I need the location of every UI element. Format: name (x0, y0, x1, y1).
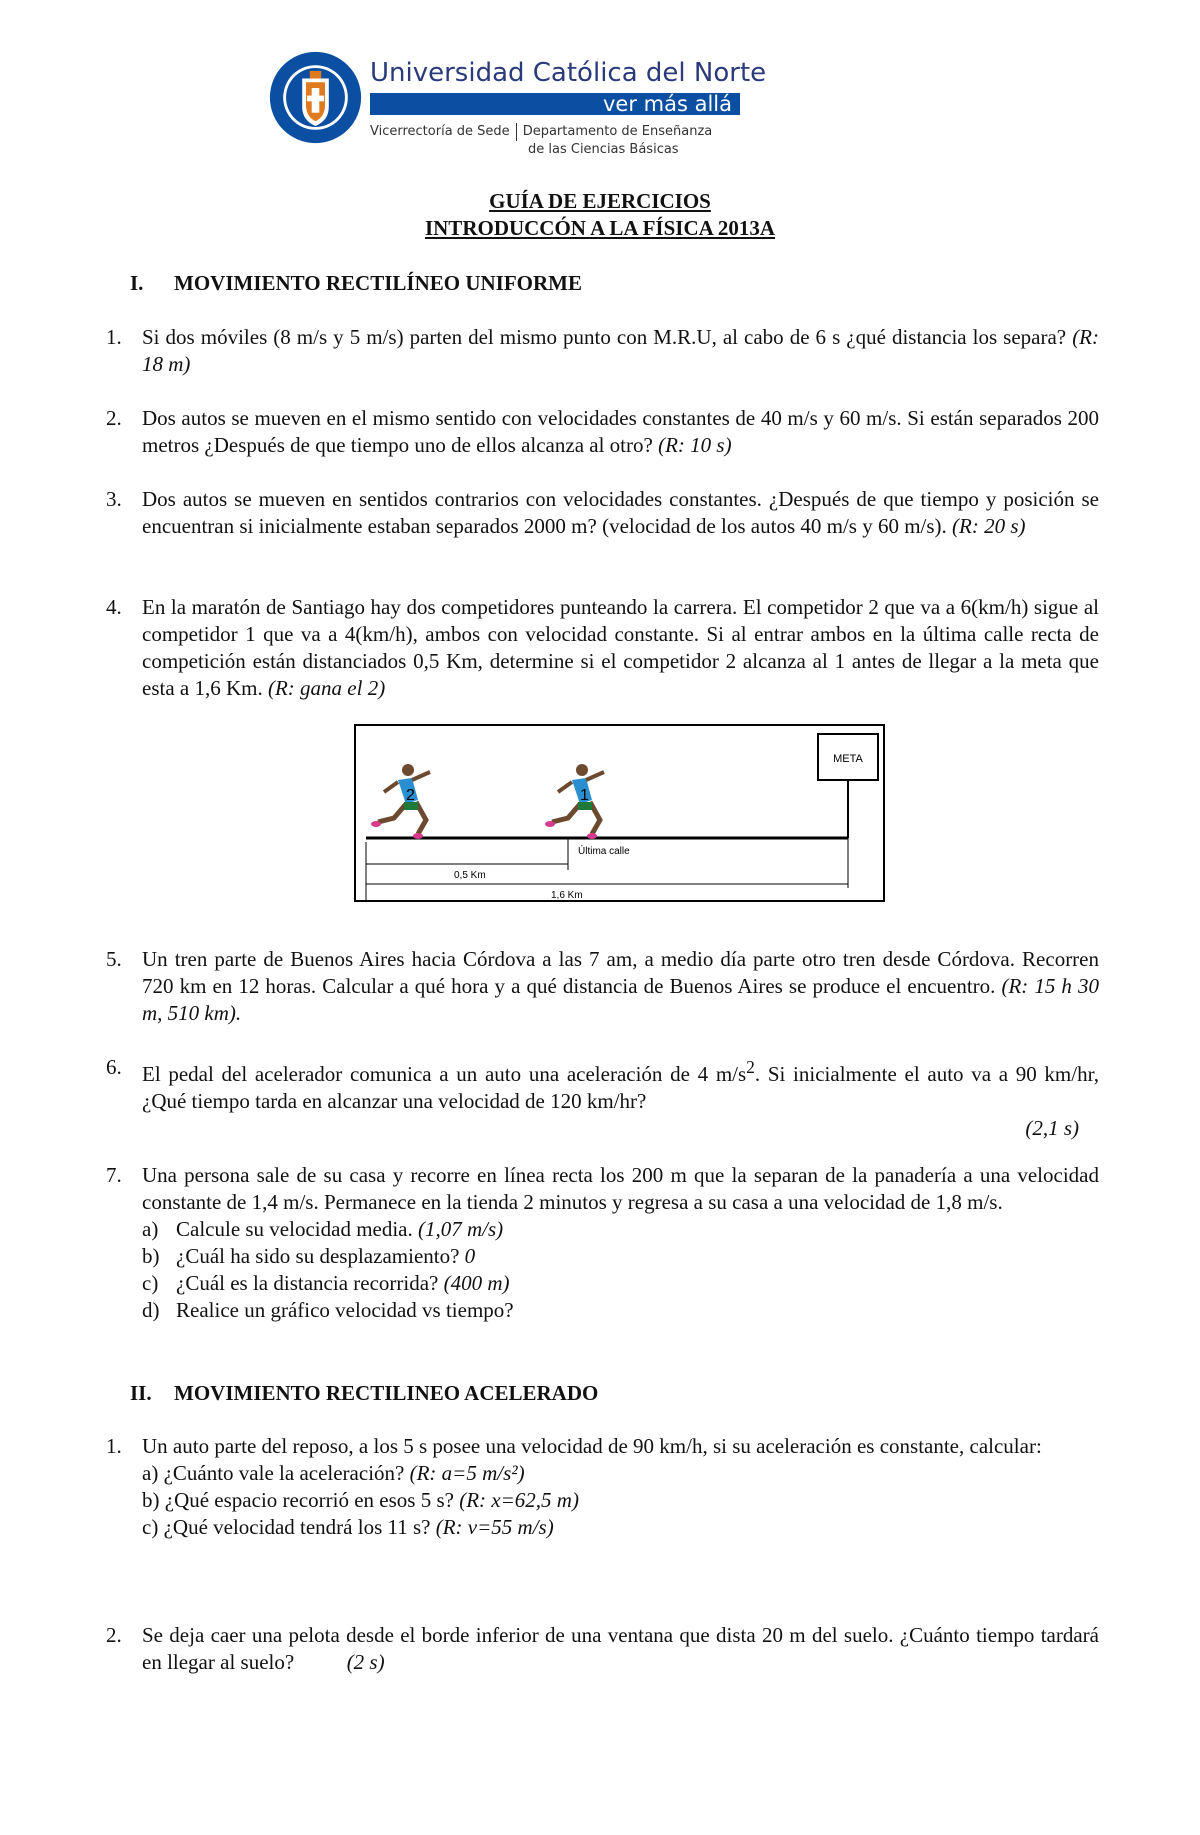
section-heading-2 (130, 1380, 598, 1407)
section-title: MOVIMIENTO RECTILINEO ACELERADO (174, 1381, 599, 1405)
item-answer: (R: 10 s) (658, 433, 732, 457)
document-title: GUÍA DE EJERCICIOS (489, 189, 711, 213)
runner-2-icon (371, 764, 430, 839)
exercise-1-6 (106, 1054, 1099, 1142)
exercise-2-1 (106, 1433, 1099, 1541)
subitem-d: d) Realice un gráfico velocidad vs tiempo? (142, 1298, 514, 1322)
item-text: Una persona sale de su casa y recorre en línea recta los 200 m que la separan de la panadería a una velocidad constante de 1,4 m/s. Permanece en la tienda 2 minutos y regresa a su casa a una velocidad de 1,8 m/s. (142, 1163, 1099, 1214)
university-name: Universidad Católica del Norte (370, 58, 767, 88)
exercise-1-7 (106, 1162, 1099, 1324)
item-number: 1. (106, 325, 122, 349)
subitem-a: a) Calcule su velocidad media. (1,07 m/s) (142, 1217, 504, 1241)
exercise-1-1 (106, 324, 1099, 378)
section-title: MOVIMIENTO RECTILÍNEO UNIFORME (174, 271, 582, 295)
item-answer: (R: 15 h 30 m, 510 km). (142, 974, 1099, 1025)
item-number: 4. (106, 595, 122, 619)
item-number: 2. (106, 406, 122, 430)
subitem-c: c) ¿Qué velocidad tendrá los 11 s? (R: v=55 m/s) (142, 1515, 554, 1539)
item-answer: (R: 18 m) (142, 325, 1100, 376)
item-number: 5. (106, 947, 122, 971)
item-text: Si dos móviles (8 m/s y 5 m/s) parten del mismo punto con M.R.U, al cabo de 6 s ¿qué distancia los separa? (142, 325, 1067, 349)
subitem-b: b) ¿Qué espacio recorrió en esos 5 s? (R: x=62,5 m) (142, 1488, 579, 1512)
university-header (268, 48, 767, 160)
item-text: Dos autos se mueven en el mismo sentido con velocidades constantes de 40 m/s y 60 m/s. Si están separados 200 metros ¿Después de que tiempo uno de ellos alcanza al otro? (142, 406, 1099, 457)
race-diagram-drawing (356, 726, 883, 900)
department-label: Departamento de Enseñanza (522, 124, 713, 139)
ultima-calle-label: Última calle (578, 846, 630, 857)
item-number: 1. (106, 1434, 122, 1458)
section-heading-1 (130, 270, 582, 297)
item-number: 7. (106, 1163, 122, 1187)
exercise-1-5 (106, 946, 1099, 1027)
item-answer: (R: gana el 2) (267, 676, 386, 700)
race-diagram (354, 724, 885, 902)
item-answer: (2,1 s) (1025, 1116, 1079, 1140)
subitem-c: c) ¿Cuál es la distancia recorrida? (400 m) (142, 1271, 510, 1295)
item-text: Un tren parte de Buenos Aires hacia Córdova a las 7 am, a medio día parte otro tren desde Córdova. Recorren 720 km en 12 horas. Calcular a qué hora y a qué distancia de Buenos Aires se produce el encuentro. (142, 947, 1099, 998)
exercise-2-2 (106, 1622, 1099, 1676)
runner-2-number: 2 (406, 787, 415, 804)
divider (516, 123, 517, 141)
runner-1-icon (545, 764, 604, 839)
department-label-2: de las Ciencias Básicas (528, 142, 679, 157)
subitem-a: a) ¿Cuánto vale la aceleración? (R: a=5 m/s²) (142, 1461, 525, 1485)
item-text: El pedal del acelerador comunica a un auto una aceleración de 4 m/s (142, 1062, 747, 1086)
meta-label: META (833, 753, 863, 765)
item-text-cont: . Si inicialmente el auto va a 90 km/hr, ¿Qué tiempo tarda en alcanzar una velocidad de 120 km/hr? (142, 1062, 1099, 1113)
university-seal-icon (268, 50, 363, 145)
document-subtitle: INTRODUCCÓN A LA FÍSICA 2013A (424, 216, 776, 240)
item-number: 6. (106, 1055, 122, 1079)
item-answer: (2 s) (346, 1650, 385, 1674)
item-number: 3. (106, 487, 122, 511)
item-text: Se deja caer una pelota desde el borde inferior de una ventana que dista 20 m del suelo. ¿Cuánto tiempo tardará en llegar al suelo? (142, 1623, 1099, 1674)
tagline-bar (370, 93, 740, 115)
exercise-1-2 (106, 405, 1099, 459)
tagline: ver más allá (602, 92, 732, 116)
section-numeral: I. (130, 271, 144, 295)
dist-16-label: 1,6 Km (551, 890, 583, 900)
vicerrectoria-label: Vicerrectoría de Sede (370, 124, 510, 139)
item-number: 2. (106, 1623, 122, 1647)
section-numeral: II. (130, 1381, 152, 1405)
exercise-1-3 (106, 486, 1099, 540)
item-text: En la maratón de Santiago hay dos competidores punteando la carrera. El competidor 2 que va a 6(km/h) sigue al competidor 1 que va a 4(km/h), ambos con velocidad constante. Si al entrar ambos en la última calle recta de competición están distanciados 0,5 Km, determine si el competidor 2 alcanza al 1 antes de llegar a la meta que esta a 1,6 Km. (142, 595, 1099, 700)
superscript: 2 (746, 1057, 755, 1077)
dist-05-label: 0,5 Km (454, 870, 486, 881)
runner-1-number: 1 (580, 787, 589, 804)
item-text: Un auto parte del reposo, a los 5 s posee una velocidad de 90 km/h, si su aceleración es constante, calcular: (142, 1434, 1042, 1458)
exercise-1-4 (106, 594, 1099, 702)
item-answer: (R: 20 s) (952, 514, 1026, 538)
subitem-b: b) ¿Cuál ha sido su desplazamiento? 0 (142, 1244, 476, 1268)
item-text: Dos autos se mueven en sentidos contrarios con velocidades constantes. ¿Después de que tiempo y posición se encuentran si inicialmente estaban separados 2000 m? (velocidad de los autos 40 m/s y 60 m/s). (142, 487, 1099, 538)
